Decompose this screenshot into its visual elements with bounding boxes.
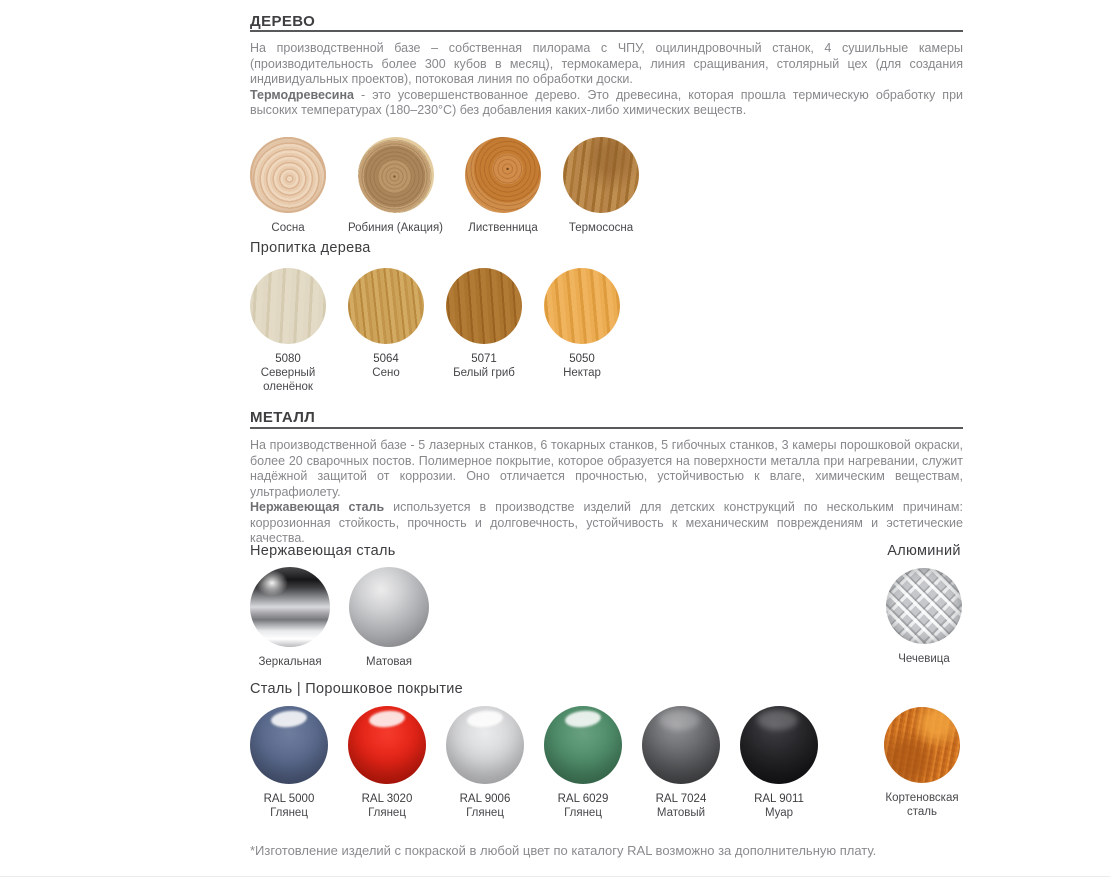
powder-item-ral7024 — [642, 706, 720, 820]
impregnation-label — [545, 352, 619, 380]
aluminum-label: Чечевица — [898, 653, 950, 665]
impregnation-swatch-circle — [446, 268, 522, 344]
robinia-label: Робиния (Акация) — [348, 222, 444, 234]
wood-paragraph-1: На производственной базе – собственная пилорама с ЧПУ, оцилиндровочный станок, 4 сушильные камеры (производительность более 300 кубов в месяц), термокамера, линия сращивания, столярный цех (для создания индивидуальных проектов), потоковая линия по обработки доски. — [250, 41, 963, 86]
impregnation-swatch-circle — [348, 268, 424, 344]
robinia-swatch-circle — [358, 137, 434, 213]
stainless-title: Нержавеющая сталь — [250, 543, 396, 559]
ral3020-ball — [348, 706, 426, 784]
ral5000-ball — [250, 706, 328, 784]
ral-code: RAL 5000 — [263, 793, 315, 805]
aluminum-swatch — [874, 568, 974, 666]
wood-swatch-pine — [250, 137, 326, 235]
powder-label — [656, 792, 707, 820]
stainless-swatch-mirror — [250, 567, 330, 669]
impregnation-swatch-circle — [250, 268, 326, 344]
powder-title: Сталь | Порошковое покрытие — [250, 681, 464, 697]
pine-label: Сосна — [271, 222, 305, 234]
impregnation-item-5071 — [446, 268, 522, 394]
powder-item-ral5000 — [250, 706, 328, 820]
ral-code: RAL 9011 — [754, 793, 804, 805]
wood-species-row — [250, 137, 639, 235]
wood-section-title: ДЕРЕВО — [250, 13, 316, 30]
ral-code: RAL 6029 — [557, 793, 609, 805]
impregnation-code: 5064 — [373, 353, 399, 365]
page-bottom-edge — [0, 876, 1110, 877]
impregnation-row — [250, 268, 620, 394]
powder-label — [362, 792, 413, 820]
ral9006-ball — [446, 706, 524, 784]
ral-finish: Глянец — [270, 807, 308, 819]
impregnation-item-5080 — [250, 268, 326, 394]
impregnation-item-5050 — [544, 268, 620, 394]
larch-swatch-circle — [465, 137, 541, 213]
powder-item-ral9006 — [446, 706, 524, 820]
checker-plate-circle — [886, 568, 962, 644]
wood-paragraph-2-lead: Термодревесина — [250, 87, 354, 102]
thermopine-label: Термососна — [568, 222, 634, 234]
ral-finish: Глянец — [466, 807, 504, 819]
footnote: *Изготовление изделий с покраской в любой цвет по каталогу RAL возможно за дополнительную плату. — [250, 843, 877, 858]
impregnation-code: 5050 — [569, 353, 595, 365]
ral-code: RAL 7024 — [655, 793, 707, 805]
impregnation-title: Пропитка дерева — [250, 240, 371, 256]
wood-swatch-robinia — [348, 137, 443, 235]
impregnation-code: 5071 — [471, 353, 497, 365]
ral-code: RAL 9006 — [459, 793, 511, 805]
ral-code: RAL 3020 — [361, 793, 413, 805]
powder-label — [754, 792, 804, 820]
powder-row — [250, 706, 818, 820]
powder-label — [264, 792, 315, 820]
ral7024-ball — [642, 706, 720, 784]
ral9011-ball — [740, 706, 818, 784]
powder-label — [558, 792, 609, 820]
aluminum-title: Алюминий — [887, 543, 961, 559]
mirror-steel-ball — [250, 567, 330, 647]
larch-label: Лиственница — [468, 222, 538, 234]
powder-item-ral6029 — [544, 706, 622, 820]
thermopine-swatch-circle — [563, 137, 639, 213]
wood-swatch-thermopine — [563, 137, 639, 235]
matte-steel-ball — [349, 567, 429, 647]
pine-swatch-circle — [250, 137, 326, 213]
metal-title-rule — [250, 427, 963, 429]
metal-paragraph-1: На производственной базе - 5 лазерных станков, 6 токарных станков, 5 гибочных станков, 3 камеры порошковой окраски, более 20 сварочных постов. Полимерное покрытие, которое образуется на поверхности металла при нагревании, служит надёжной защитой от коррозии. Оно отличается прочностью, устойчивостью к влаге, химическим веществам, ультрафиолету. — [250, 438, 963, 499]
stainless-swatch-matte — [349, 567, 429, 669]
impregnation-label — [447, 352, 521, 380]
wood-swatch-larch — [465, 137, 541, 235]
ral-finish: Глянец — [368, 807, 406, 819]
ral6029-ball — [544, 706, 622, 784]
wood-description — [250, 41, 963, 119]
corten-steel-circle — [884, 707, 960, 783]
matte-label: Матовая — [366, 656, 412, 668]
impregnation-label — [349, 352, 423, 380]
ral-finish: Глянец — [564, 807, 602, 819]
powder-item-ral9011 — [740, 706, 818, 820]
impregnation-swatch-circle — [544, 268, 620, 344]
powder-item-ral3020 — [348, 706, 426, 820]
metal-description — [250, 438, 963, 547]
stainless-row — [250, 567, 429, 669]
ral-finish: Матовый — [656, 807, 706, 819]
ral-finish: Муар — [764, 807, 794, 819]
impregnation-code: 5080 — [275, 353, 301, 365]
corten-label: Кортеновская сталь — [885, 792, 959, 818]
corten-swatch — [870, 707, 974, 819]
metal-paragraph-2: используется в производстве изделий для детских конструкций по нескольким причинам: коррозионная стойкость, прочность и долговечность, устойчивость к механическим повреждениям и эстетические качества. — [250, 500, 963, 545]
mirror-label: Зеркальная — [258, 656, 322, 668]
powder-label — [460, 792, 511, 820]
wood-paragraph-2: - это усовершенствованное дерево. Это древесина, которая прошла термическую обработку при высоких температурах (180–230°С) без добавления каких-либо химических веществ. — [250, 87, 963, 117]
impregnation-name: Сено — [372, 367, 400, 379]
wood-title-rule — [250, 30, 963, 32]
impregnation-name: Белый гриб — [453, 367, 515, 379]
impregnation-label — [251, 352, 325, 394]
impregnation-name: Северный оленёнок — [260, 367, 316, 393]
impregnation-item-5064 — [348, 268, 424, 394]
metal-paragraph-2-lead: Нержавеющая сталь — [250, 500, 385, 514]
impregnation-name: Нектар — [563, 367, 601, 379]
metal-section-title: МЕТАЛЛ — [250, 409, 316, 426]
